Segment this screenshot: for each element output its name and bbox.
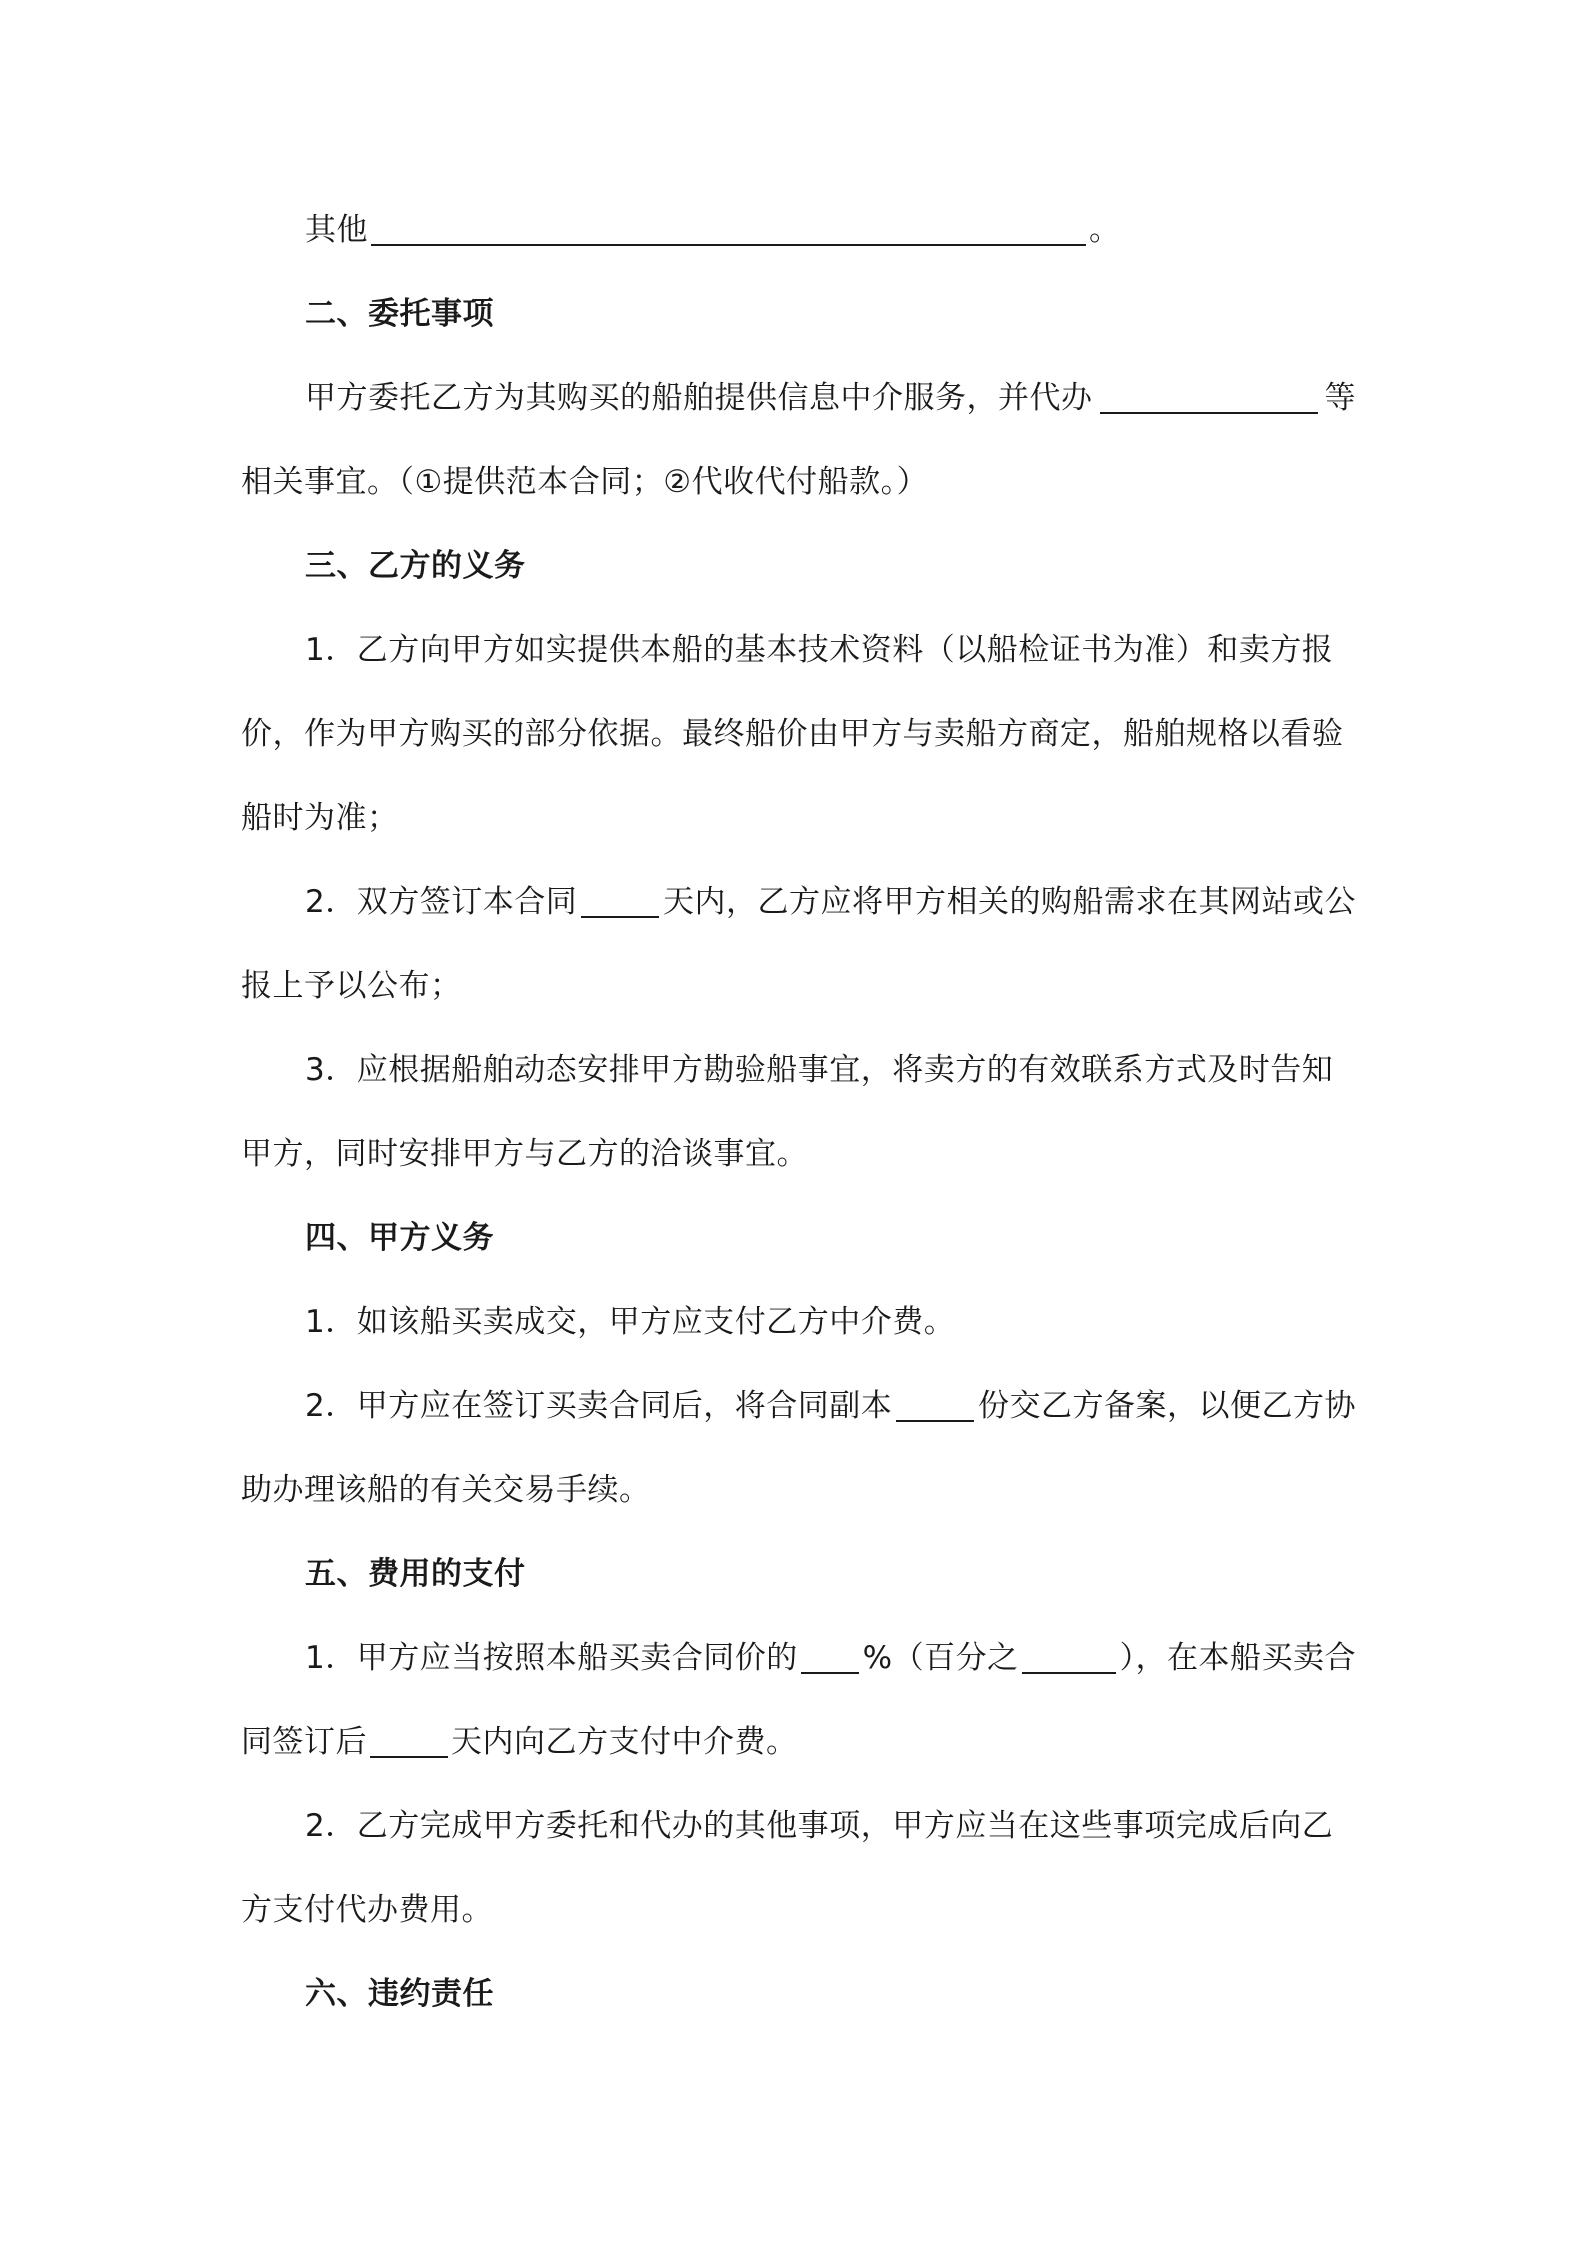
percent-blank[interactable] xyxy=(801,1638,859,1674)
section2-p1-line1 xyxy=(241,356,1356,440)
section3-heading: 三、乙方的义务 xyxy=(305,548,526,584)
section5-item1-text-c: ），在本船买卖合 xyxy=(1119,1640,1356,1676)
other-line xyxy=(241,188,1356,272)
section4-heading: 四、甲方义务 xyxy=(305,1220,494,1256)
section6-heading: 六、违约责任 xyxy=(305,1976,494,2012)
section3-item2-text-a: 2．双方签订本合同 xyxy=(305,884,578,920)
section3-item3-line2: 甲方，同时安排甲方与乙方的洽谈事宜。 xyxy=(241,1136,808,1172)
section2-heading: 二、委托事项 xyxy=(305,296,494,332)
section2-p1-end: 等 xyxy=(1324,380,1356,416)
section3-item1-line2: 价，作为甲方购买的部分依据。最终船价由甲方与卖船方商定，船舶规格以看验 xyxy=(241,716,1344,752)
section5-item1-text-a: 1．甲方应当按照本船买卖合同价的 xyxy=(305,1640,798,1676)
section5-item1-line1 xyxy=(241,1616,1356,1700)
agent-matters-blank[interactable] xyxy=(1100,378,1318,414)
section3-item2-line2: 报上予以公布； xyxy=(241,968,462,1004)
section3-item3-line1: 3．应根据船舶动态安排甲方勘验船事宜，将卖方的有效联系方式及时告知 xyxy=(305,1052,1334,1088)
section5-item1-text-d: 同签订后 xyxy=(241,1724,367,1760)
section2-p1-line2: 相关事宜。（①提供范本合同；②代收代付船款。） xyxy=(241,464,929,500)
section2-p1-text: 甲方委托乙方为其购买的船舶提供信息中介服务，并代办 xyxy=(305,380,1093,416)
days-publish-blank[interactable] xyxy=(581,882,659,918)
section5-heading: 五、费用的支付 xyxy=(305,1556,526,1592)
days-payment-blank[interactable] xyxy=(370,1722,448,1758)
section4-item2-line2: 助办理该船的有关交易手续。 xyxy=(241,1472,651,1508)
section5-item2-line2: 方支付代办费用。 xyxy=(241,1892,493,1928)
section4-item2-line1 xyxy=(241,1364,1356,1448)
section5-item1-text-b: %（百分之 xyxy=(862,1640,1019,1676)
section4-item2-text-b: 份交乙方备案，以便乙方协 xyxy=(977,1388,1356,1424)
section4-item1: 1．如该船买卖成交，甲方应支付乙方中介费。 xyxy=(305,1304,956,1340)
other-blank[interactable] xyxy=(371,210,1086,246)
other-end: 。 xyxy=(1089,212,1121,248)
section3-item1-line3: 船时为准； xyxy=(241,800,399,836)
other-label: 其他 xyxy=(305,212,368,248)
section3-item2-line1 xyxy=(241,860,1356,944)
section3-item2-text-b: 天内，乙方应将甲方相关的购船需求在其网站或公 xyxy=(662,884,1356,920)
percent-chinese-blank[interactable] xyxy=(1022,1638,1116,1674)
copies-blank[interactable] xyxy=(896,1386,974,1422)
section4-item2-text-a: 2．甲方应在签订买卖合同后，将合同副本 xyxy=(305,1388,893,1424)
section5-item1-line2 xyxy=(241,1700,1356,1784)
section5-item1-text-e: 天内向乙方支付中介费。 xyxy=(451,1724,798,1760)
section5-item2-line1: 2．乙方完成甲方委托和代办的其他事项，甲方应当在这些事项完成后向乙 xyxy=(305,1808,1334,1844)
section3-item1-line1: 1．乙方向甲方如实提供本船的基本技术资料（以船检证书为准）和卖方报 xyxy=(305,632,1334,668)
